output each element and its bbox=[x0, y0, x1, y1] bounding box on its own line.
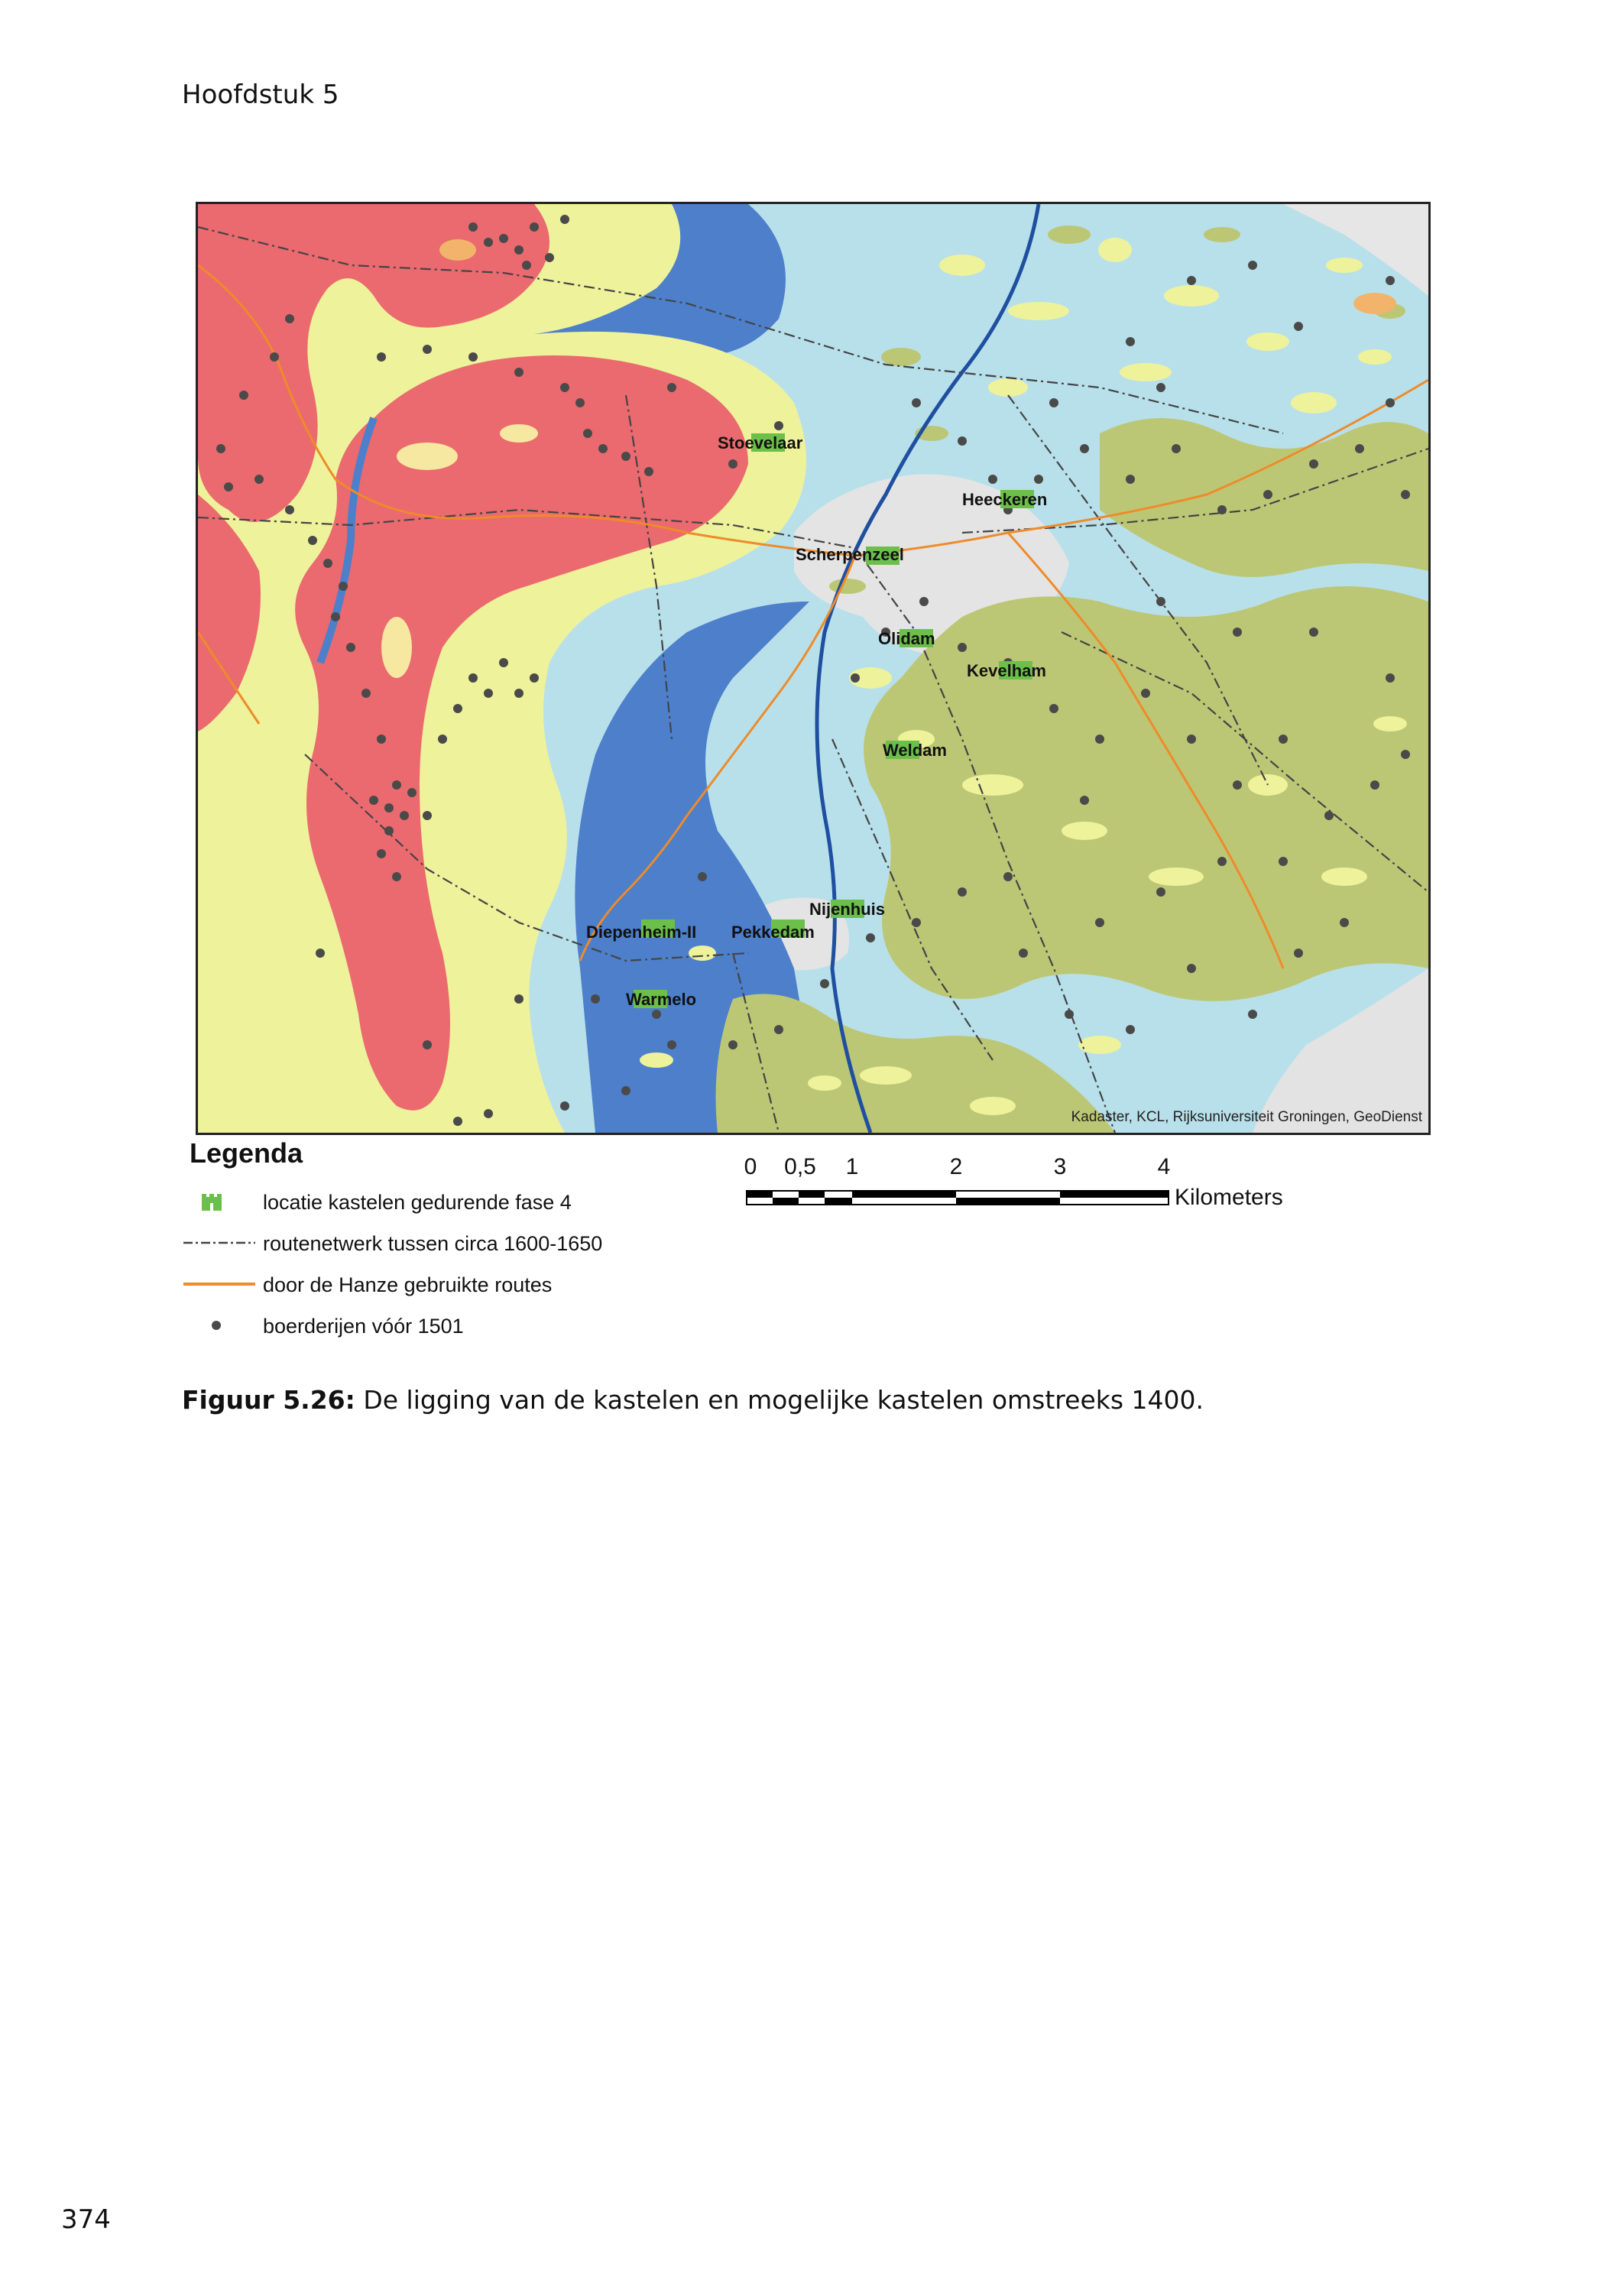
scale-tick: 4 bbox=[1157, 1154, 1171, 1179]
figure-caption bbox=[182, 1385, 1204, 1415]
castle-label-warmelo: Warmelo bbox=[626, 990, 697, 1009]
sand-patch bbox=[500, 424, 538, 443]
caption-text: De ligging van de kastelen en mogelijke kastelen omstreeks 1400. bbox=[355, 1385, 1204, 1415]
legend-title: Legenda bbox=[190, 1137, 303, 1169]
scale-tick: 2 bbox=[949, 1154, 963, 1179]
castle-label-scherpenzeel: Scherpenzeel bbox=[796, 545, 904, 564]
orange-patch bbox=[439, 239, 476, 261]
legend-item-farms bbox=[182, 1310, 793, 1341]
figure-reference: Figuur 5.26: bbox=[182, 1385, 355, 1415]
legend-item-castles bbox=[182, 1186, 793, 1217]
castle-label-pekkedam: Pekkedam bbox=[731, 923, 815, 942]
sand-patch bbox=[397, 443, 458, 470]
legend-item-route-network bbox=[182, 1228, 793, 1258]
legend-item-hanze-routes bbox=[182, 1269, 793, 1299]
legend-label-castles: locatie kastelen gedurende fase 4 bbox=[263, 1191, 572, 1214]
castle-label-weldam: Weldam bbox=[883, 741, 947, 760]
scale-tick: 0 bbox=[744, 1154, 757, 1179]
castle-icon bbox=[182, 1186, 258, 1217]
map-figure bbox=[196, 202, 1431, 1135]
dot-icon bbox=[182, 1310, 258, 1341]
page-header-chapter: Hoofdstuk 5 bbox=[182, 79, 339, 110]
castle-label-heeckeren: Heeckeren bbox=[962, 490, 1048, 509]
orange-patch bbox=[1353, 293, 1396, 314]
dash-dot-line-icon bbox=[182, 1228, 258, 1258]
legend-label-hanze-routes: door de Hanze gebruikte routes bbox=[263, 1273, 553, 1296]
castle-label-nijenhuis: Nijenhuis bbox=[809, 900, 886, 919]
scale-bar-graphic bbox=[745, 1189, 1173, 1208]
map-attribution: Kadaster, KCL, Rijksuniversiteit Groningen, GeoDienst bbox=[1071, 1109, 1422, 1125]
scale-unit: Kilometers bbox=[1175, 1185, 1283, 1210]
scale-tick: 1 bbox=[845, 1154, 859, 1179]
sand-patch bbox=[381, 617, 412, 678]
orange-line-icon bbox=[182, 1269, 258, 1299]
castle-label-olidam: Olidam bbox=[878, 629, 935, 648]
legend-label-farms: boerderijen vóór 1501 bbox=[263, 1315, 464, 1338]
scale-bar bbox=[745, 1154, 1326, 1238]
castle-label-diepenheim-ii: Diepenheim-II bbox=[586, 923, 697, 942]
map-legend bbox=[182, 1137, 793, 1367]
scale-tick: 3 bbox=[1053, 1154, 1067, 1179]
legend-label-route-network: routenetwerk tussen circa 1600-1650 bbox=[263, 1232, 603, 1255]
castle-label-kevelham: Kevelham bbox=[967, 661, 1046, 680]
page-number: 374 bbox=[61, 2204, 111, 2235]
map-canvas bbox=[198, 204, 1428, 1133]
scale-tick: 0,5 bbox=[784, 1154, 816, 1179]
castle-label-stoevelaar: Stoevelaar bbox=[718, 433, 803, 452]
olive-zone-southeast bbox=[864, 586, 1428, 1001]
